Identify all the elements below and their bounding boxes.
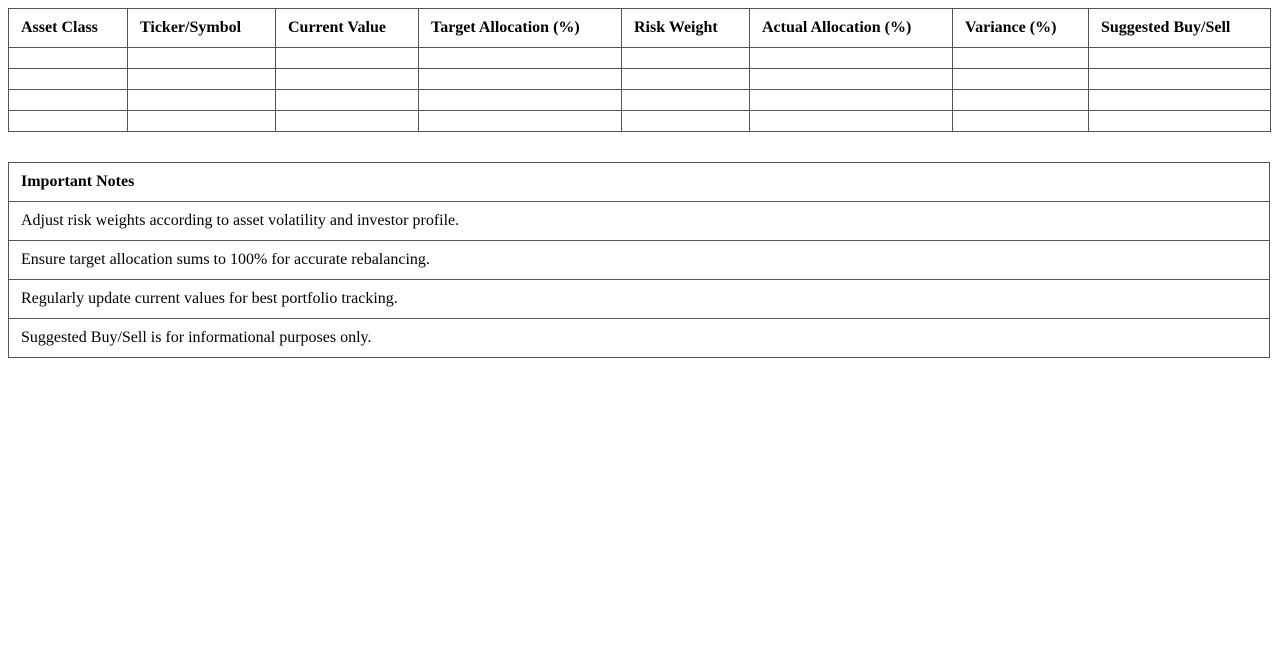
note-text: Adjust risk weights according to asset volatility and investor profile.	[9, 202, 1270, 241]
table-row	[9, 90, 1271, 111]
column-header-suggested-buy-sell: Suggested Buy/Sell	[1089, 9, 1271, 48]
note-text: Regularly update current values for best portfolio tracking.	[9, 280, 1270, 319]
column-header-current-value: Current Value	[276, 9, 419, 48]
table-cell[interactable]	[622, 69, 750, 90]
table-cell[interactable]	[419, 48, 622, 69]
table-cell[interactable]	[622, 48, 750, 69]
notes-table	[8, 162, 1270, 358]
table-cell[interactable]	[622, 111, 750, 132]
table-cell[interactable]	[953, 69, 1089, 90]
table-row	[9, 48, 1271, 69]
column-header-actual-allocation: Actual Allocation (%)	[750, 9, 953, 48]
table-cell[interactable]	[750, 48, 953, 69]
list-item	[9, 202, 1270, 241]
table-cell[interactable]	[1089, 111, 1271, 132]
table-row	[9, 111, 1271, 132]
list-item	[9, 241, 1270, 280]
table-cell[interactable]	[1089, 69, 1271, 90]
table-cell[interactable]	[953, 48, 1089, 69]
list-item	[9, 319, 1270, 358]
table-cell[interactable]	[128, 111, 276, 132]
table-cell[interactable]	[128, 69, 276, 90]
table-cell[interactable]	[1089, 90, 1271, 111]
table-header-row	[9, 9, 1271, 48]
table-cell[interactable]	[9, 69, 128, 90]
note-text: Ensure target allocation sums to 100% for accurate rebalancing.	[9, 241, 1270, 280]
table-cell[interactable]	[953, 90, 1089, 111]
table-cell[interactable]	[9, 48, 128, 69]
list-item	[9, 280, 1270, 319]
table-cell[interactable]	[128, 90, 276, 111]
column-header-ticker-symbol: Ticker/Symbol	[128, 9, 276, 48]
table-cell[interactable]	[9, 111, 128, 132]
table-cell[interactable]	[276, 69, 419, 90]
table-cell[interactable]	[419, 90, 622, 111]
column-header-variance: Variance (%)	[953, 9, 1089, 48]
table-cell[interactable]	[276, 48, 419, 69]
table-cell[interactable]	[750, 69, 953, 90]
table-cell[interactable]	[419, 69, 622, 90]
table-row	[9, 69, 1271, 90]
note-text: Suggested Buy/Sell is for informational purposes only.	[9, 319, 1270, 358]
table-cell[interactable]	[276, 111, 419, 132]
table-cell[interactable]	[419, 111, 622, 132]
table-cell[interactable]	[953, 111, 1089, 132]
notes-header-row	[9, 163, 1270, 202]
notes-title: Important Notes	[9, 163, 1270, 202]
portfolio-table	[8, 8, 1271, 132]
column-header-asset-class: Asset Class	[9, 9, 128, 48]
table-cell[interactable]	[750, 90, 953, 111]
table-cell[interactable]	[128, 48, 276, 69]
column-header-target-allocation: Target Allocation (%)	[419, 9, 622, 48]
column-header-risk-weight: Risk Weight	[622, 9, 750, 48]
table-cell[interactable]	[9, 90, 128, 111]
table-cell[interactable]	[622, 90, 750, 111]
table-cell[interactable]	[750, 111, 953, 132]
table-cell[interactable]	[276, 90, 419, 111]
table-cell[interactable]	[1089, 48, 1271, 69]
